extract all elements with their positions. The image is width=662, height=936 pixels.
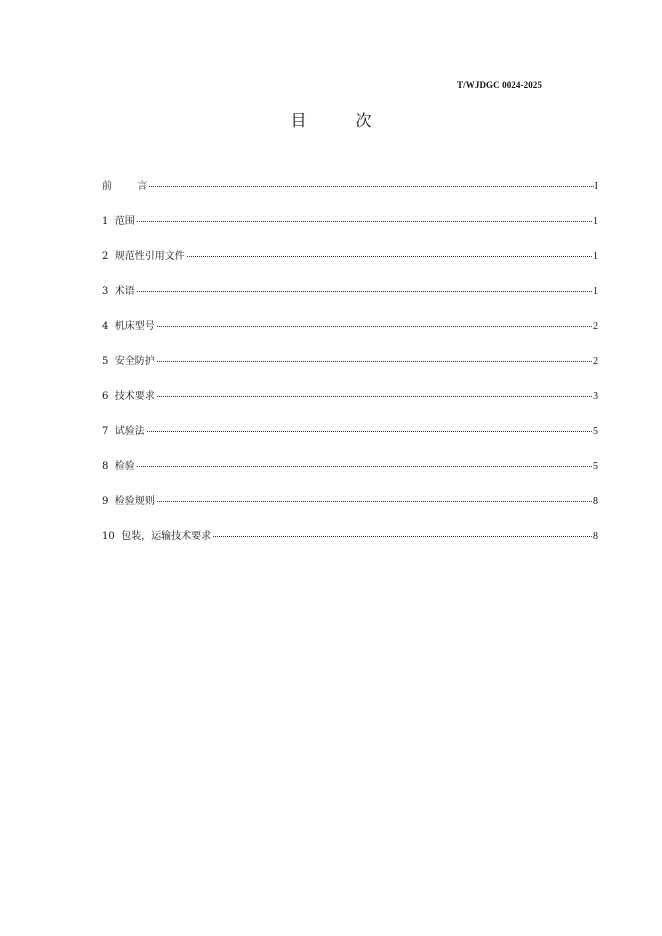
toc-dot-leader [147,430,592,432]
toc-entry-label: 9 检验规则 [102,496,155,507]
toc-dot-leader [213,535,592,537]
toc-entry-technical-requirements[interactable] [102,388,598,406]
toc-entry-page: 2 [593,356,598,367]
toc-dot-leader [157,360,592,362]
toc-entry-scope[interactable] [102,213,598,231]
toc-entry-page: 8 [593,531,598,542]
toc-entry-inspection[interactable] [102,458,598,476]
toc-entry-page: 1 [593,251,598,262]
toc-entry-label: 1 范围 [102,216,135,227]
toc-entry-label: 7 试验法 [102,426,145,437]
toc-entry-page: 8 [593,496,598,507]
toc-entry-machine-model[interactable] [102,318,598,336]
toc-dot-leader [157,500,592,502]
toc-entry-label: 3 术语 [102,286,135,297]
toc-dot-leader [157,395,592,397]
toc-entry-packaging-transport[interactable] [102,528,598,546]
toc-entry-test-methods[interactable] [102,423,598,441]
toc-entry-page: 1 [593,216,598,227]
toc-title: 目 次 [290,111,394,130]
toc-dot-leader [137,465,592,467]
toc-entry-label: 8 检验 [102,461,135,472]
toc-entry-label: 4 机床型号 [102,321,155,332]
toc-entry-inspection-rules[interactable] [102,493,598,511]
toc-entry-label: 前 言 [102,181,148,192]
toc-dot-leader [137,220,592,222]
toc-entry-page: 5 [593,461,598,472]
toc-entry-page: 2 [593,321,598,332]
toc-entry-label: 6 技术要求 [102,391,155,402]
toc-entry-label: 2 规范性引用文件 [102,251,185,262]
toc-dot-leader [149,185,593,187]
toc-entry-page: 1 [593,286,598,297]
toc-dot-leader [137,290,592,292]
toc-entry-label: 10 包装，运输技术要求 [102,531,212,542]
toc-entry-page: 3 [593,391,598,402]
toc-dot-leader [157,325,592,327]
toc-entry-label: 5 安全防护 [102,356,155,367]
toc-entry-foreword[interactable] [102,178,598,196]
toc-entry-page: I [594,181,598,192]
toc-entry-safety-protection[interactable] [102,353,598,371]
toc-entry-normative-references[interactable] [102,248,598,266]
toc-entry-terms[interactable] [102,283,598,301]
document-code: T/WJDGC 0024-2025 [457,80,542,90]
toc-entry-page: 5 [593,426,598,437]
toc-dot-leader [187,255,592,257]
